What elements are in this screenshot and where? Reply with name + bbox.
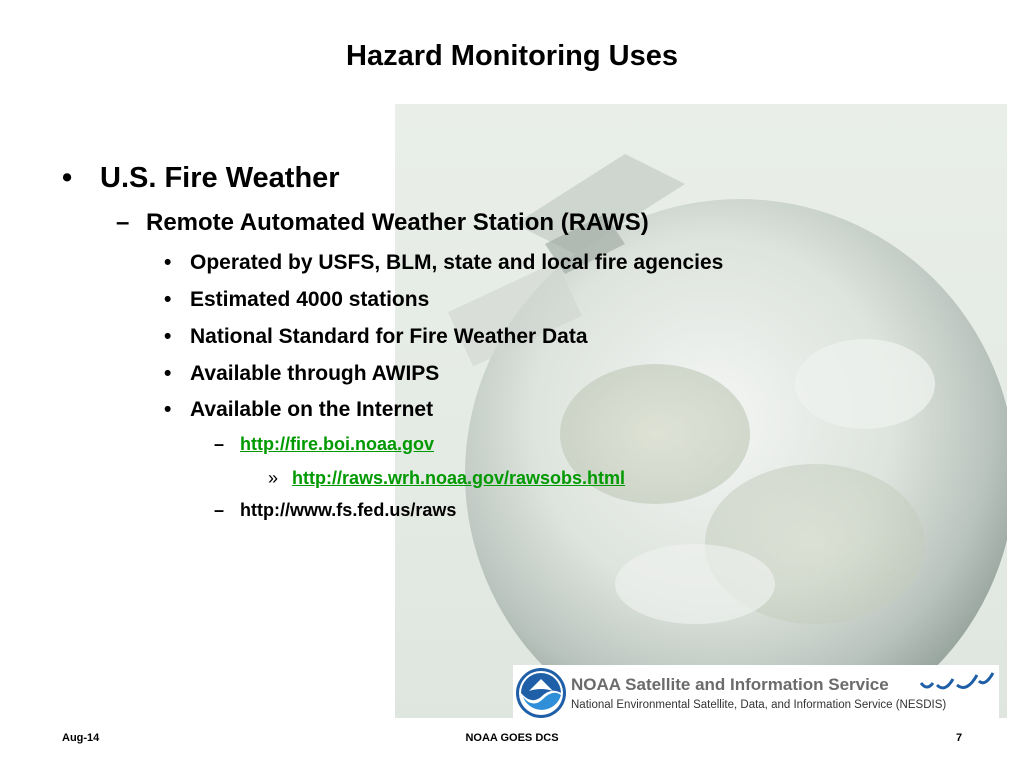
- slide-title: Hazard Monitoring Uses: [346, 40, 678, 72]
- chevron-marker: »: [268, 468, 279, 488]
- noaa-emblem-icon: [515, 667, 567, 719]
- bullet-marker: •: [164, 288, 172, 311]
- bullet-marker: •: [164, 325, 172, 348]
- raws-wrh-link[interactable]: http://raws.wrh.noaa.gov/rawsobs.html: [292, 468, 626, 488]
- bullet-text: U.S. Fire Weather: [100, 162, 340, 194]
- bullet-text: Remote Automated Weather Station (RAWS): [146, 209, 649, 236]
- logo-title: NOAA Satellite and Information Service: [571, 675, 889, 694]
- footer-date: Aug-14: [62, 732, 100, 744]
- bullet-fs-fed: [214, 500, 456, 521]
- bullet-text: National Standard for Fire Weather Data: [190, 325, 588, 348]
- bullet-marker: •: [164, 398, 172, 421]
- bullet-us-fire-weather: [62, 162, 340, 195]
- dash-marker: –: [116, 209, 130, 236]
- fs-fed-url: http://www.fs.fed.us/raws: [240, 500, 457, 520]
- footer-page-number: 7: [956, 732, 963, 744]
- dash-marker: –: [214, 434, 225, 454]
- noaa-logo-banner: [513, 665, 999, 719]
- fire-boi-link[interactable]: http://fire.boi.noaa.gov: [240, 434, 434, 454]
- nesdis-waves-icon: [919, 671, 995, 693]
- bullet-text: Available through AWIPS: [190, 362, 440, 385]
- bullet-fire-boi: [214, 434, 434, 455]
- bullet-national-standard: [164, 325, 588, 349]
- bullet-operated-by: [164, 251, 723, 275]
- bullet-marker: •: [164, 362, 172, 385]
- bullet-awips: [164, 362, 439, 386]
- bullet-marker: •: [62, 162, 73, 194]
- bullet-internet: [164, 398, 433, 422]
- bullet-text: Estimated 4000 stations: [190, 288, 430, 311]
- bullet-marker: •: [164, 251, 172, 274]
- footer-title: NOAA GOES DCS: [465, 732, 559, 744]
- bullet-raws-wrh: [268, 468, 625, 489]
- bullet-estimated-stations: [164, 288, 429, 312]
- bullet-raws: [116, 209, 649, 237]
- dash-marker: –: [214, 500, 225, 520]
- bullet-text: Available on the Internet: [190, 398, 434, 421]
- bullet-text: Operated by USFS, BLM, state and local fire agencies: [190, 251, 724, 274]
- logo-subtitle: National Environmental Satellite, Data, and Information Service (NESDIS): [571, 699, 947, 711]
